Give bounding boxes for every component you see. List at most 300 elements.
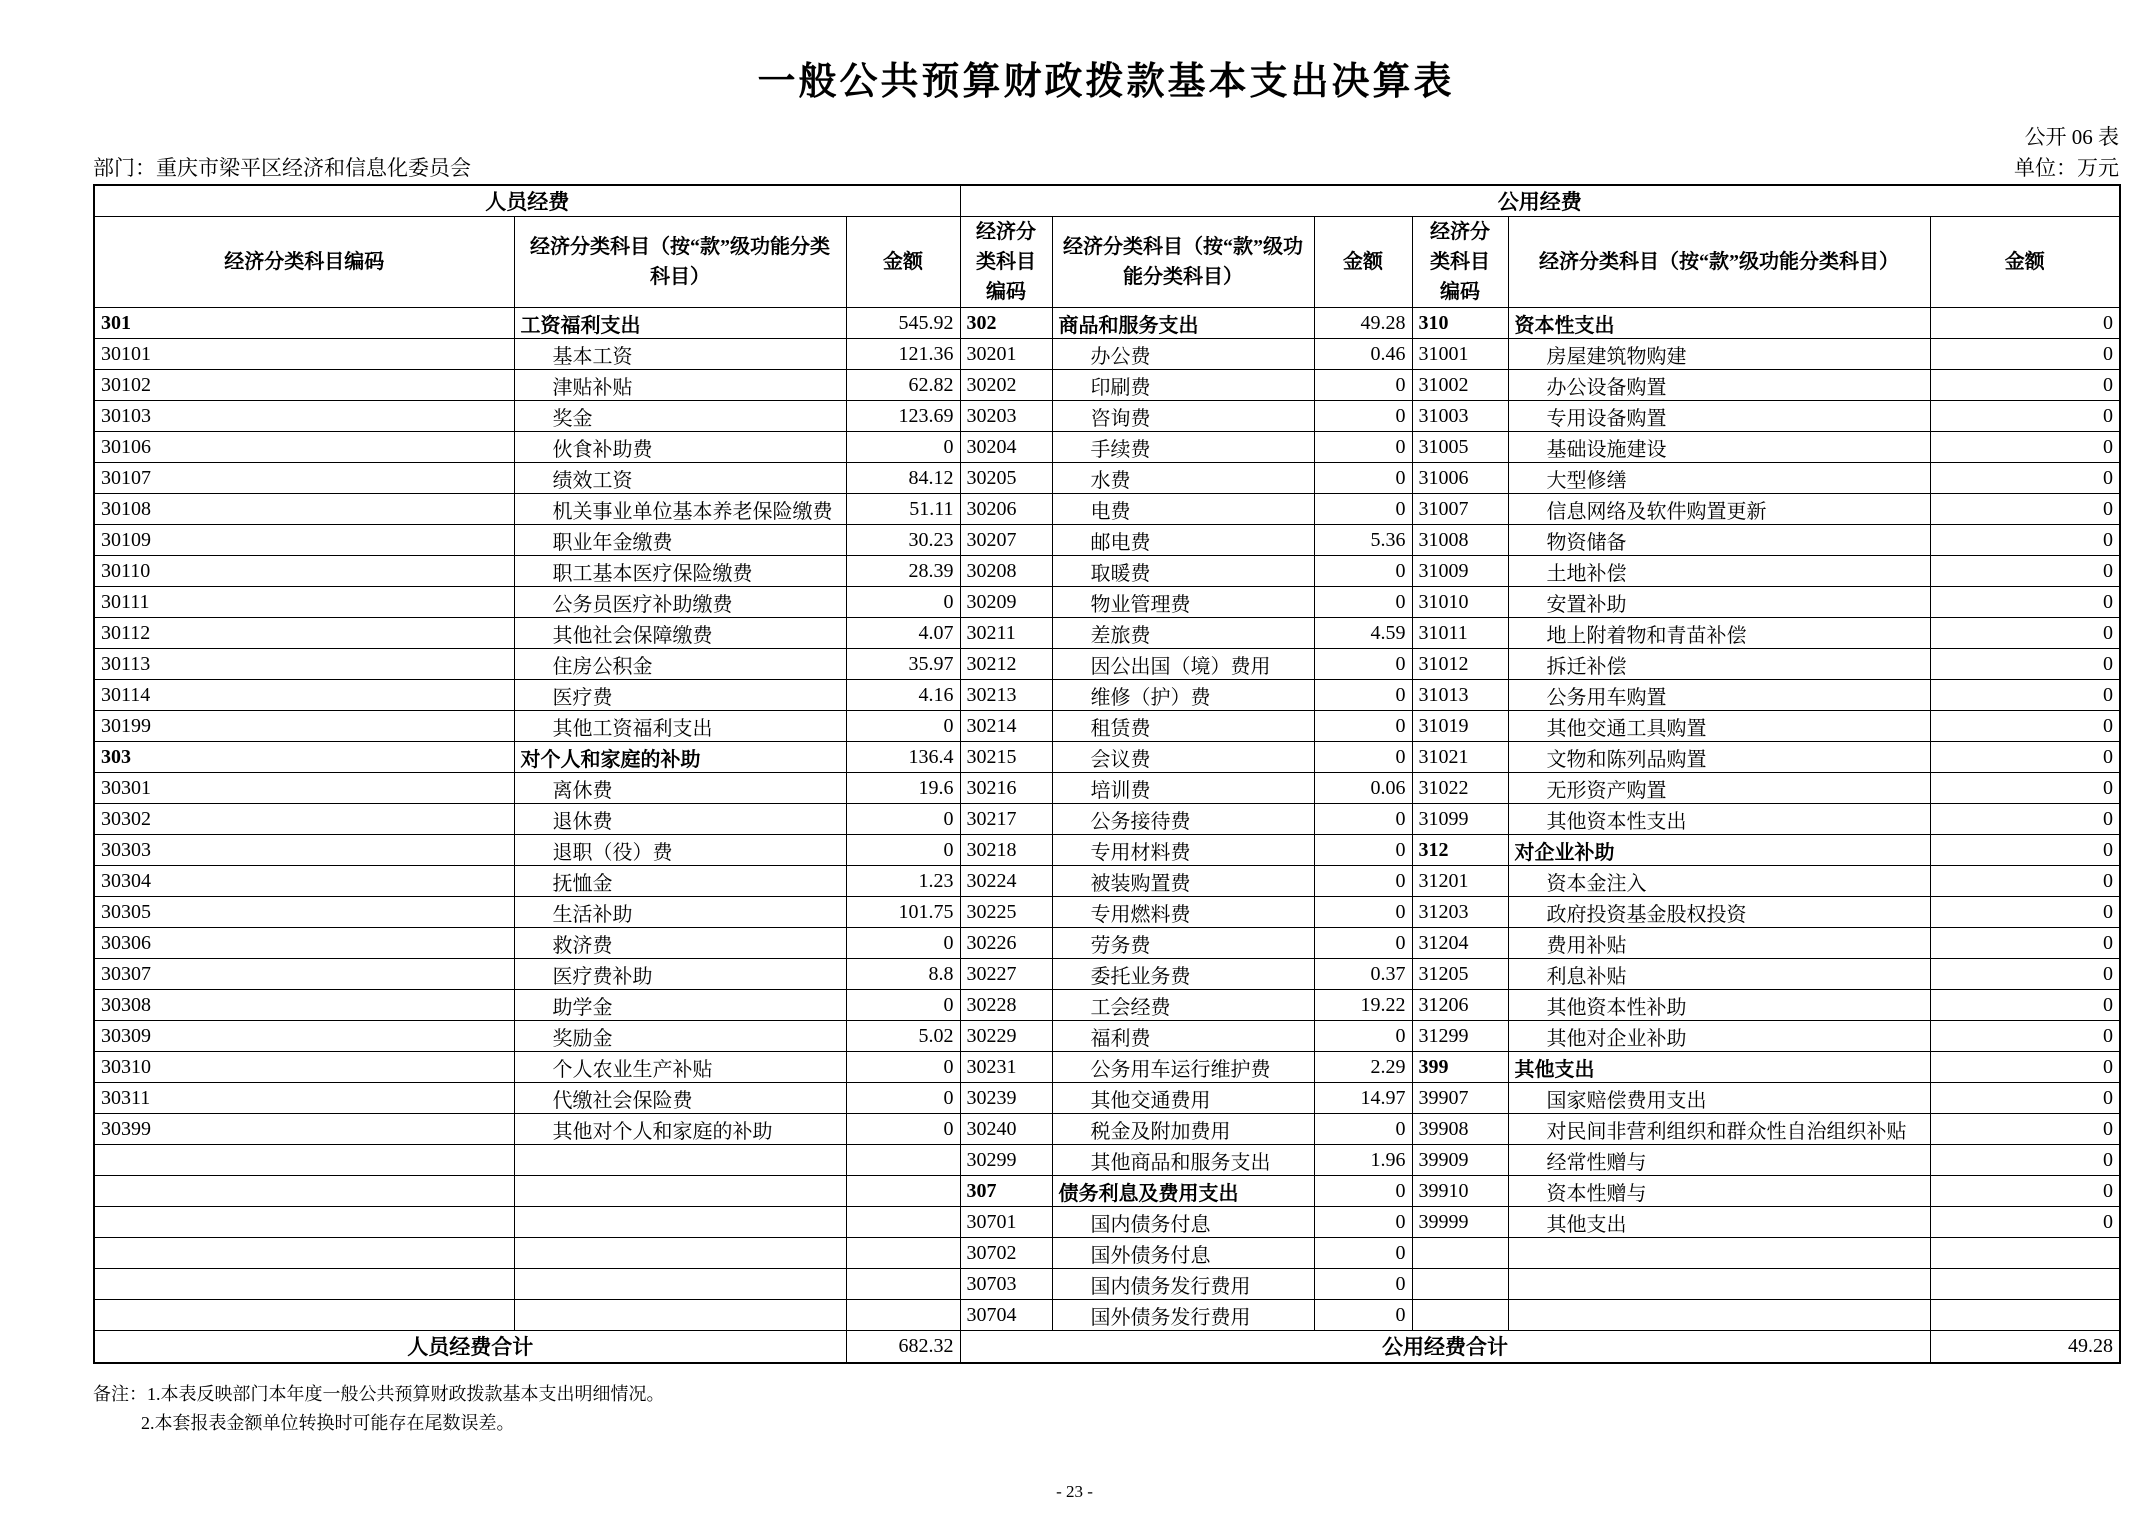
subject-cell: 资本性赠与 xyxy=(1508,1176,1930,1207)
subject-cell: 基本工资 xyxy=(514,339,846,370)
code-cell: 30309 xyxy=(94,1021,514,1052)
amount-cell xyxy=(846,1207,960,1238)
subject-cell: 其他资本性支出 xyxy=(1508,804,1930,835)
table-row xyxy=(94,897,2120,928)
code-cell: 31002 xyxy=(1412,370,1508,401)
code-cell: 30306 xyxy=(94,928,514,959)
code-cell: 31299 xyxy=(1412,1021,1508,1052)
subject-cell xyxy=(1508,1300,1930,1331)
subject-cell: 大型修缮 xyxy=(1508,463,1930,494)
amount-cell: 0 xyxy=(1930,1207,2120,1238)
subject-cell: 职工基本医疗保险缴费 xyxy=(514,556,846,587)
amount-cell: 0 xyxy=(1930,680,2120,711)
subject-cell: 会议费 xyxy=(1052,742,1314,773)
subject-cell: 专用材料费 xyxy=(1052,835,1314,866)
code-cell: 30701 xyxy=(960,1207,1052,1238)
unit-label: 单位：万元 xyxy=(2014,156,2119,180)
code-cell xyxy=(94,1300,514,1331)
table-row xyxy=(94,618,2120,649)
col-header-amount-b: 金额 xyxy=(1314,217,1412,308)
code-cell: 30704 xyxy=(960,1300,1052,1331)
code-cell: 30215 xyxy=(960,742,1052,773)
subject-cell: 其他对企业补助 xyxy=(1508,1021,1930,1052)
amount-cell: 0 xyxy=(1930,308,2120,339)
subject-cell: 因公出国（境）费用 xyxy=(1052,649,1314,680)
amount-cell: 0 xyxy=(1314,1114,1412,1145)
subject-cell xyxy=(514,1145,846,1176)
subject-cell: 国内债务付息 xyxy=(1052,1207,1314,1238)
amount-cell: 0 xyxy=(1314,370,1412,401)
col-header-code-a: 经济分类科目编码 xyxy=(94,217,514,308)
code-cell: 30239 xyxy=(960,1083,1052,1114)
subject-cell: 个人农业生产补贴 xyxy=(514,1052,846,1083)
amount-cell xyxy=(1930,1238,2120,1269)
public-total-value: 49.28 xyxy=(1930,1331,2120,1363)
subject-cell: 退职（役）费 xyxy=(514,835,846,866)
code-cell: 31203 xyxy=(1412,897,1508,928)
subject-cell: 国外债务发行费用 xyxy=(1052,1300,1314,1331)
subject-cell xyxy=(1508,1269,1930,1300)
subject-cell: 办公费 xyxy=(1052,339,1314,370)
table-row xyxy=(94,308,2120,339)
code-cell: 31008 xyxy=(1412,525,1508,556)
subject-cell: 退休费 xyxy=(514,804,846,835)
subject-cell: 住房公积金 xyxy=(514,649,846,680)
code-cell: 39909 xyxy=(1412,1145,1508,1176)
amount-cell: 0 xyxy=(1314,928,1412,959)
subject-cell: 取暖费 xyxy=(1052,556,1314,587)
subject-cell: 政府投资基金股权投资 xyxy=(1508,897,1930,928)
code-cell: 31013 xyxy=(1412,680,1508,711)
subject-cell: 其他支出 xyxy=(1508,1052,1930,1083)
subject-cell: 国内债务发行费用 xyxy=(1052,1269,1314,1300)
subject-cell: 资本金注入 xyxy=(1508,866,1930,897)
amount-cell: 0 xyxy=(1314,804,1412,835)
code-cell: 30202 xyxy=(960,370,1052,401)
code-cell xyxy=(94,1238,514,1269)
amount-cell: 0 xyxy=(846,1052,960,1083)
subject-cell: 其他工资福利支出 xyxy=(514,711,846,742)
code-cell xyxy=(94,1207,514,1238)
table-row xyxy=(94,1207,2120,1238)
table-row xyxy=(94,1269,2120,1300)
code-cell: 30114 xyxy=(94,680,514,711)
amount-cell: 0 xyxy=(1930,990,2120,1021)
subject-cell: 其他支出 xyxy=(1508,1207,1930,1238)
code-cell: 30209 xyxy=(960,587,1052,618)
amount-cell: 0 xyxy=(1314,866,1412,897)
page-title: 一般公共预算财政拨款基本支出决算表 xyxy=(757,61,1455,103)
code-cell: 30205 xyxy=(960,463,1052,494)
code-cell: 31204 xyxy=(1412,928,1508,959)
subject-cell: 对民间非营利组织和群众性自治组织补贴 xyxy=(1508,1114,1930,1145)
subject-cell: 抚恤金 xyxy=(514,866,846,897)
personnel-total-label: 人员经费合计 xyxy=(94,1331,846,1363)
table-row xyxy=(94,866,2120,897)
amount-cell: 0 xyxy=(1930,742,2120,773)
table-row xyxy=(94,1021,2120,1052)
amount-cell xyxy=(846,1176,960,1207)
department-label: 部门：重庆市梁平区经济和信息化委员会 xyxy=(93,156,471,180)
code-cell: 31206 xyxy=(1412,990,1508,1021)
amount-cell: 14.97 xyxy=(1314,1083,1412,1114)
amount-cell: 136.4 xyxy=(846,742,960,773)
amount-cell: 2.29 xyxy=(1314,1052,1412,1083)
amount-cell: 0 xyxy=(1930,897,2120,928)
amount-cell: 0 xyxy=(1314,711,1412,742)
code-cell: 30302 xyxy=(94,804,514,835)
subject-cell: 水费 xyxy=(1052,463,1314,494)
code-cell: 399 xyxy=(1412,1052,1508,1083)
amount-cell: 0 xyxy=(846,432,960,463)
col-header-code-b: 经济分类科目编码 xyxy=(960,217,1052,308)
subject-cell: 维修（护）费 xyxy=(1052,680,1314,711)
subject-cell: 费用补贴 xyxy=(1508,928,1930,959)
code-cell: 30213 xyxy=(960,680,1052,711)
subject-cell: 劳务费 xyxy=(1052,928,1314,959)
code-cell: 31019 xyxy=(1412,711,1508,742)
subject-cell: 资本性支出 xyxy=(1508,308,1930,339)
subject-cell: 咨询费 xyxy=(1052,401,1314,432)
code-cell: 301 xyxy=(94,308,514,339)
amount-cell: 0 xyxy=(1930,1052,2120,1083)
amount-cell: 0 xyxy=(1930,463,2120,494)
page-number: - 23 - xyxy=(1056,1482,1093,1501)
code-cell: 30101 xyxy=(94,339,514,370)
meta-row xyxy=(93,152,2119,182)
amount-cell: 0 xyxy=(1930,804,2120,835)
code-cell: 30225 xyxy=(960,897,1052,928)
amount-cell: 4.16 xyxy=(846,680,960,711)
amount-cell: 0.06 xyxy=(1314,773,1412,804)
code-cell: 30199 xyxy=(94,711,514,742)
code-cell: 310 xyxy=(1412,308,1508,339)
amount-cell: 123.69 xyxy=(846,401,960,432)
table-row xyxy=(94,339,2120,370)
amount-cell: 0 xyxy=(1930,711,2120,742)
amount-cell: 0 xyxy=(846,587,960,618)
amount-cell: 0 xyxy=(846,835,960,866)
amount-cell: 0 xyxy=(1314,401,1412,432)
subject-cell: 其他资本性补助 xyxy=(1508,990,1930,1021)
table-row xyxy=(94,432,2120,463)
amount-cell: 0 xyxy=(1930,649,2120,680)
amount-cell: 0 xyxy=(1930,773,2120,804)
amount-cell: 0 xyxy=(1314,835,1412,866)
code-cell: 30214 xyxy=(960,711,1052,742)
table-row xyxy=(94,649,2120,680)
amount-cell: 5.36 xyxy=(1314,525,1412,556)
subject-cell: 物业管理费 xyxy=(1052,587,1314,618)
amount-cell: 0 xyxy=(1314,1269,1412,1300)
amount-cell: 49.28 xyxy=(1314,308,1412,339)
subject-cell: 债务利息及费用支出 xyxy=(1052,1176,1314,1207)
code-cell: 30702 xyxy=(960,1238,1052,1269)
table-row xyxy=(94,525,2120,556)
subject-cell: 公务接待费 xyxy=(1052,804,1314,835)
amount-cell: 0.46 xyxy=(1314,339,1412,370)
amount-cell: 62.82 xyxy=(846,370,960,401)
amount-cell: 0 xyxy=(1930,959,2120,990)
code-cell xyxy=(1412,1269,1508,1300)
subject-cell: 奖励金 xyxy=(514,1021,846,1052)
subject-cell xyxy=(514,1300,846,1331)
subject-cell: 地上附着物和青苗补偿 xyxy=(1508,618,1930,649)
subject-cell: 国家赔偿费用支出 xyxy=(1508,1083,1930,1114)
code-cell: 30224 xyxy=(960,866,1052,897)
subject-cell: 公务员医疗补助缴费 xyxy=(514,587,846,618)
amount-cell: 0 xyxy=(1930,587,2120,618)
amount-cell: 0.37 xyxy=(1314,959,1412,990)
table-row xyxy=(94,1176,2120,1207)
code-cell: 30112 xyxy=(94,618,514,649)
personnel-total-value: 682.32 xyxy=(846,1331,960,1363)
table-row xyxy=(94,990,2120,1021)
code-cell: 30307 xyxy=(94,959,514,990)
section-header-personnel: 人员经费 xyxy=(94,185,960,217)
amount-cell: 0 xyxy=(1930,1114,2120,1145)
subject-cell: 代缴社会保险费 xyxy=(514,1083,846,1114)
code-cell: 31007 xyxy=(1412,494,1508,525)
amount-cell: 0 xyxy=(1930,401,2120,432)
code-cell: 30226 xyxy=(960,928,1052,959)
table-row xyxy=(94,959,2120,990)
table-row xyxy=(94,928,2120,959)
subject-cell: 委托业务费 xyxy=(1052,959,1314,990)
subject-cell xyxy=(514,1269,846,1300)
amount-cell: 0 xyxy=(1314,897,1412,928)
amount-cell: 0 xyxy=(1930,618,2120,649)
code-cell: 31009 xyxy=(1412,556,1508,587)
amount-cell: 0 xyxy=(846,928,960,959)
subject-cell: 其他交通费用 xyxy=(1052,1083,1314,1114)
subject-cell: 伙食补助费 xyxy=(514,432,846,463)
code-cell: 30110 xyxy=(94,556,514,587)
amount-cell: 0 xyxy=(1314,463,1412,494)
subject-cell: 助学金 xyxy=(514,990,846,1021)
table-row xyxy=(94,1083,2120,1114)
amount-cell: 19.6 xyxy=(846,773,960,804)
subject-cell: 其他对个人和家庭的补助 xyxy=(514,1114,846,1145)
code-cell: 39910 xyxy=(1412,1176,1508,1207)
table-row xyxy=(94,401,2120,432)
table-row xyxy=(94,556,2120,587)
subject-cell xyxy=(514,1176,846,1207)
subject-cell: 专用设备购置 xyxy=(1508,401,1930,432)
amount-cell: 0 xyxy=(1314,1207,1412,1238)
col-header-subject-b: 经济分类科目（按“款”级功能分类科目） xyxy=(1052,217,1314,308)
amount-cell: 0 xyxy=(1930,866,2120,897)
amount-cell: 0 xyxy=(1930,1145,2120,1176)
amount-cell: 0 xyxy=(1314,742,1412,773)
subject-cell: 工会经费 xyxy=(1052,990,1314,1021)
subject-cell: 职业年金缴费 xyxy=(514,525,846,556)
table-row xyxy=(94,835,2120,866)
amount-cell: 19.22 xyxy=(1314,990,1412,1021)
subject-cell: 商品和服务支出 xyxy=(1052,308,1314,339)
subject-cell: 租赁费 xyxy=(1052,711,1314,742)
code-cell: 31099 xyxy=(1412,804,1508,835)
table-row xyxy=(94,494,2120,525)
subject-cell: 拆迁补偿 xyxy=(1508,649,1930,680)
col-header-subject-c: 经济分类科目（按“款”级功能分类科目） xyxy=(1508,217,1930,308)
code-cell: 31205 xyxy=(1412,959,1508,990)
subject-cell: 奖金 xyxy=(514,401,846,432)
amount-cell: 4.07 xyxy=(846,618,960,649)
amount-cell: 0 xyxy=(1930,1176,2120,1207)
table-row xyxy=(94,587,2120,618)
subject-cell xyxy=(514,1207,846,1238)
amount-cell: 35.97 xyxy=(846,649,960,680)
code-cell: 31001 xyxy=(1412,339,1508,370)
table-row xyxy=(94,680,2120,711)
code-cell xyxy=(94,1269,514,1300)
code-cell: 30206 xyxy=(960,494,1052,525)
table-row xyxy=(94,711,2120,742)
amount-cell: 0 xyxy=(846,1083,960,1114)
code-cell: 30212 xyxy=(960,649,1052,680)
code-cell: 303 xyxy=(94,742,514,773)
subject-cell: 经常性赠与 xyxy=(1508,1145,1930,1176)
table-row xyxy=(94,463,2120,494)
subject-cell: 利息补贴 xyxy=(1508,959,1930,990)
amount-cell xyxy=(846,1238,960,1269)
subject-cell: 津贴补贴 xyxy=(514,370,846,401)
subject-cell: 绩效工资 xyxy=(514,463,846,494)
amount-cell: 0 xyxy=(1314,432,1412,463)
code-cell: 30305 xyxy=(94,897,514,928)
code-cell: 30229 xyxy=(960,1021,1052,1052)
amount-cell: 0 xyxy=(846,990,960,1021)
amount-cell: 30.23 xyxy=(846,525,960,556)
code-cell: 30111 xyxy=(94,587,514,618)
table-row xyxy=(94,1145,2120,1176)
code-cell: 30207 xyxy=(960,525,1052,556)
subject-cell: 福利费 xyxy=(1052,1021,1314,1052)
amount-cell: 0 xyxy=(1314,1021,1412,1052)
subject-cell: 医疗费补助 xyxy=(514,959,846,990)
amount-cell: 0 xyxy=(1314,1238,1412,1269)
subject-cell: 其他社会保障缴费 xyxy=(514,618,846,649)
code-cell: 30303 xyxy=(94,835,514,866)
amount-cell: 101.75 xyxy=(846,897,960,928)
code-cell: 30204 xyxy=(960,432,1052,463)
amount-cell: 0 xyxy=(846,1114,960,1145)
amount-cell: 0 xyxy=(1314,587,1412,618)
code-cell: 31005 xyxy=(1412,432,1508,463)
budget-table xyxy=(93,184,2121,1364)
code-cell: 31006 xyxy=(1412,463,1508,494)
subject-cell: 机关事业单位基本养老保险缴费 xyxy=(514,494,846,525)
subject-cell: 办公设备购置 xyxy=(1508,370,1930,401)
subject-cell: 专用燃料费 xyxy=(1052,897,1314,928)
code-cell: 30299 xyxy=(960,1145,1052,1176)
subject-cell: 其他交通工具购置 xyxy=(1508,711,1930,742)
code-cell: 30227 xyxy=(960,959,1052,990)
amount-cell: 0 xyxy=(1930,835,2120,866)
code-cell: 30304 xyxy=(94,866,514,897)
subject-cell: 对企业补助 xyxy=(1508,835,1930,866)
column-header-row xyxy=(94,217,2120,308)
public-total-label: 公用经费合计 xyxy=(960,1331,1930,1363)
subject-cell xyxy=(514,1238,846,1269)
subject-cell xyxy=(1508,1238,1930,1269)
subject-cell: 公务用车购置 xyxy=(1508,680,1930,711)
code-cell: 312 xyxy=(1412,835,1508,866)
code-cell: 30311 xyxy=(94,1083,514,1114)
subject-cell: 电费 xyxy=(1052,494,1314,525)
code-cell: 30201 xyxy=(960,339,1052,370)
amount-cell xyxy=(1930,1300,2120,1331)
subject-cell: 文物和陈列品购置 xyxy=(1508,742,1930,773)
table-row xyxy=(94,1238,2120,1269)
col-header-amount-a: 金额 xyxy=(846,217,960,308)
code-cell: 30106 xyxy=(94,432,514,463)
amount-cell: 0 xyxy=(1930,370,2120,401)
code-cell: 30301 xyxy=(94,773,514,804)
subject-cell: 差旅费 xyxy=(1052,618,1314,649)
code-cell: 30231 xyxy=(960,1052,1052,1083)
subject-cell: 印刷费 xyxy=(1052,370,1314,401)
subject-cell: 救济费 xyxy=(514,928,846,959)
code-cell: 30208 xyxy=(960,556,1052,587)
table-row xyxy=(94,773,2120,804)
amount-cell: 0 xyxy=(1930,339,2120,370)
code-cell: 30240 xyxy=(960,1114,1052,1145)
subject-cell: 无形资产购置 xyxy=(1508,773,1930,804)
note-line: 备注：1.本表反映部门本年度一般公共预算财政拨款基本支出明细情况。 xyxy=(93,1383,665,1404)
code-cell: 30203 xyxy=(960,401,1052,432)
subject-cell: 基础设施建设 xyxy=(1508,432,1930,463)
amount-cell: 0 xyxy=(1314,1300,1412,1331)
footnotes xyxy=(93,1380,2119,1439)
amount-cell xyxy=(846,1145,960,1176)
code-cell: 30113 xyxy=(94,649,514,680)
amount-cell: 121.36 xyxy=(846,339,960,370)
amount-cell: 0 xyxy=(1930,525,2120,556)
amount-cell: 8.8 xyxy=(846,959,960,990)
note-line: 2.本套报表金额单位转换时可能存在尾数误差。 xyxy=(141,1413,515,1434)
table-row xyxy=(94,370,2120,401)
code-cell: 30399 xyxy=(94,1114,514,1145)
totals-row xyxy=(94,1331,2120,1363)
subject-cell: 医疗费 xyxy=(514,680,846,711)
amount-cell: 0 xyxy=(1930,432,2120,463)
subject-cell: 其他商品和服务支出 xyxy=(1052,1145,1314,1176)
table-row xyxy=(94,1052,2120,1083)
code-cell xyxy=(94,1176,514,1207)
table-row xyxy=(94,742,2120,773)
subject-cell: 安置补助 xyxy=(1508,587,1930,618)
amount-cell xyxy=(846,1269,960,1300)
amount-cell: 1.23 xyxy=(846,866,960,897)
code-cell xyxy=(94,1145,514,1176)
code-cell: 307 xyxy=(960,1176,1052,1207)
subject-cell: 培训费 xyxy=(1052,773,1314,804)
subject-cell: 信息网络及软件购置更新 xyxy=(1508,494,1930,525)
code-cell: 30217 xyxy=(960,804,1052,835)
table-row xyxy=(94,804,2120,835)
code-cell: 31010 xyxy=(1412,587,1508,618)
code-cell: 30703 xyxy=(960,1269,1052,1300)
code-cell: 39907 xyxy=(1412,1083,1508,1114)
amount-cell xyxy=(846,1300,960,1331)
subject-cell: 土地补偿 xyxy=(1508,556,1930,587)
amount-cell: 0 xyxy=(1930,1021,2120,1052)
subject-cell: 工资福利支出 xyxy=(514,308,846,339)
subject-cell: 离休费 xyxy=(514,773,846,804)
code-cell: 30218 xyxy=(960,835,1052,866)
